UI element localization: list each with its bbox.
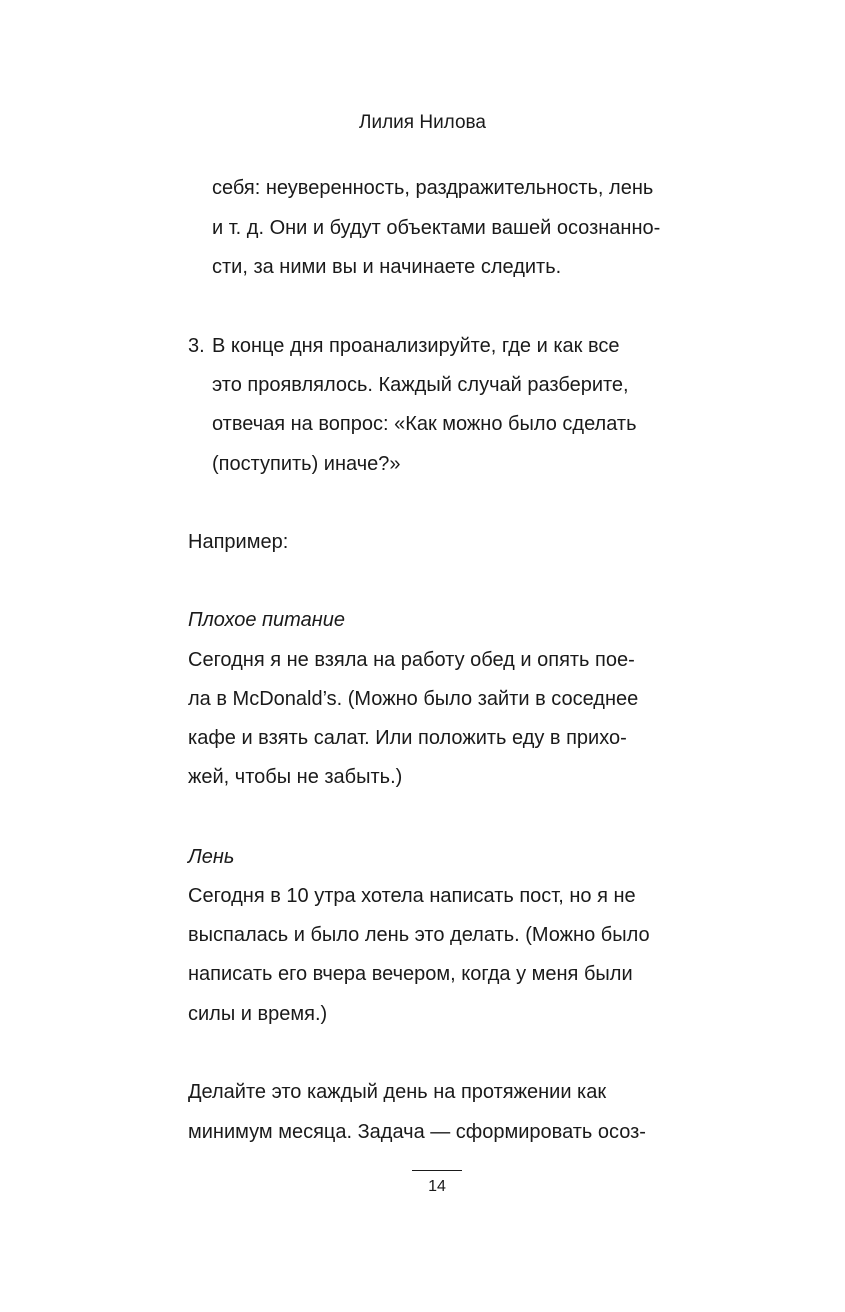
- running-head-author: Лилия Нилова: [359, 112, 486, 133]
- example-line: силы и время.): [188, 1003, 328, 1025]
- example-line: Сегодня я не взяла на работу обед и опять пое-: [188, 649, 635, 671]
- body-line: себя: неуверенность, раздражительность, лень: [212, 177, 654, 199]
- body-line: сти, за ними вы и начинаете следить.: [212, 256, 562, 278]
- example-line: выспалась и было лень это делать. (Можно было: [188, 924, 650, 946]
- list-number: 3.: [188, 335, 205, 357]
- list-item-line: (поступить) иначе?»: [212, 453, 401, 475]
- closing-line: минимум месяца. Задача — сформировать осоз-: [188, 1121, 646, 1143]
- list-item-line: это проявлялось. Каждый случай разберите,: [212, 374, 629, 396]
- page-number: 14: [428, 1178, 446, 1195]
- example-line: Сегодня в 10 утра хотела написать пост, но я не: [188, 885, 636, 907]
- example-line: жей, чтобы не забыть.): [188, 766, 403, 788]
- list-item-line: отвечая на вопрос: «Как можно было сделать: [212, 413, 637, 435]
- example-title: Лень: [188, 846, 235, 868]
- closing-line: Делайте это каждый день на протяжении как: [188, 1081, 607, 1103]
- example-title: Плохое питание: [188, 609, 345, 631]
- example-line: кафе и взять салат. Или положить еду в прихо-: [188, 727, 627, 749]
- example-line: написать его вчера вечером, когда у меня были: [188, 963, 633, 985]
- list-item-line: В конце дня проанализируйте, где и как все: [212, 335, 620, 357]
- body-line: и т. д. Они и будут объектами вашей осознанно-: [212, 217, 661, 239]
- page-number-rule: [412, 1170, 462, 1171]
- example-intro: Например:: [188, 531, 289, 553]
- example-line: ла в McDonald’s. (Можно было зайти в соседнее: [188, 688, 639, 710]
